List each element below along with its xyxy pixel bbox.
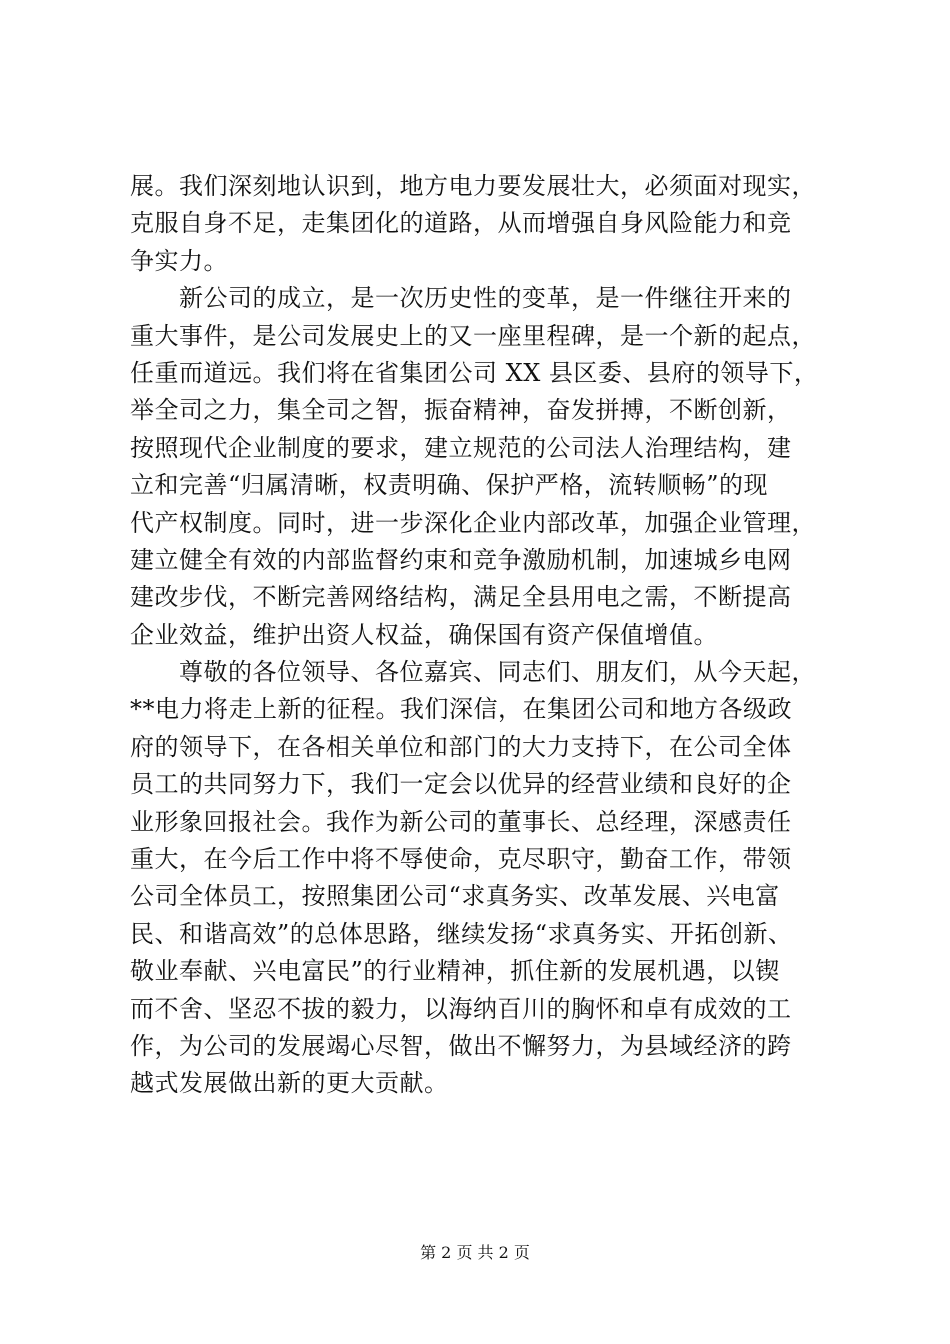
text-line: 公司全体员工，按照集团公司“求真务实、改革发展、兴电富 <box>130 882 780 911</box>
text-line: 立和完善“归属清晰，权责明确、保护严格，流转顺畅”的现 <box>130 471 769 500</box>
page-number-label: 第 2 页 共 2 页 <box>420 1243 530 1262</box>
body-text <box>130 168 830 1103</box>
text-line: 重大，在今后工作中将不辱使命，克尽职守，勤奋工作，带领 <box>130 845 792 874</box>
text-line: 按照现代企业制度的要求，建立规范的公司法人治理结构，建 <box>130 433 792 462</box>
text-line: 代产权制度。同时，进一步深化企业内部改革，加强企业管理， <box>130 508 816 537</box>
text-line: 建立健全有效的内部监督约束和竞争激励机制，加速城乡电网 <box>130 545 792 574</box>
text-line: 举全司之力，集全司之智，振奋精神，奋发拼搏，不断创新， <box>130 396 792 425</box>
text-line: 克服自身不足，走集团化的道路，从而增强自身风险能力和竞 <box>130 209 792 238</box>
text-line: 而不舍、坚忍不拔的毅力，以海纳百川的胸怀和卓有成效的工 <box>130 994 792 1023</box>
text-line: 敬业奉献、兴电富民”的行业精神，抓住新的发展机遇，以锲 <box>130 957 780 986</box>
text-line: 新公司的成立，是一次历史性的变革，是一件继往开来的 <box>130 284 792 313</box>
text-line: 企业效益，维护出资人权益，确保国有资产保值增值。 <box>130 620 718 649</box>
text-line: 作，为公司的发展竭心尽智，做出不懈努力，为县域经济的跨 <box>130 1031 792 1060</box>
text-line: 尊敬的各位领导、各位嘉宾、同志们、朋友们，从今天起， <box>130 658 816 687</box>
text-line: 展。我们深刻地认识到，地方电力要发展壮大，必须面对现实， <box>130 172 816 200</box>
text-line: 业形象回报社会。我作为新公司的董事长、总经理，深感责任 <box>130 807 792 836</box>
text-line: 府的领导下，在各相关单位和部门的大力支持下，在公司全体 <box>130 732 792 761</box>
text-line: 任重而道远。我们将在省集团公司 XX 县区委、县府的领导下， <box>130 358 819 387</box>
text-line: 员工的共同努力下，我们一定会以优异的经营业绩和良好的企 <box>130 770 792 799</box>
text-line: 重大事件，是公司发展史上的又一座里程碑，是一个新的起点， <box>130 321 816 350</box>
text-line: **电力将走上新的征程。我们深信，在集团公司和地方各级政 <box>130 695 792 724</box>
text-line: 争实力。 <box>130 246 228 275</box>
text-line: 民、和谐高效”的总体思路，继续发扬“求真务实、开拓创新、 <box>130 919 793 948</box>
text-line: 越式发展做出新的更大贡献。 <box>130 1069 449 1098</box>
text-line: 建改步伐，不断完善网络结构，满足全县用电之需，不断提高 <box>130 583 792 612</box>
page-footer <box>0 1241 950 1265</box>
